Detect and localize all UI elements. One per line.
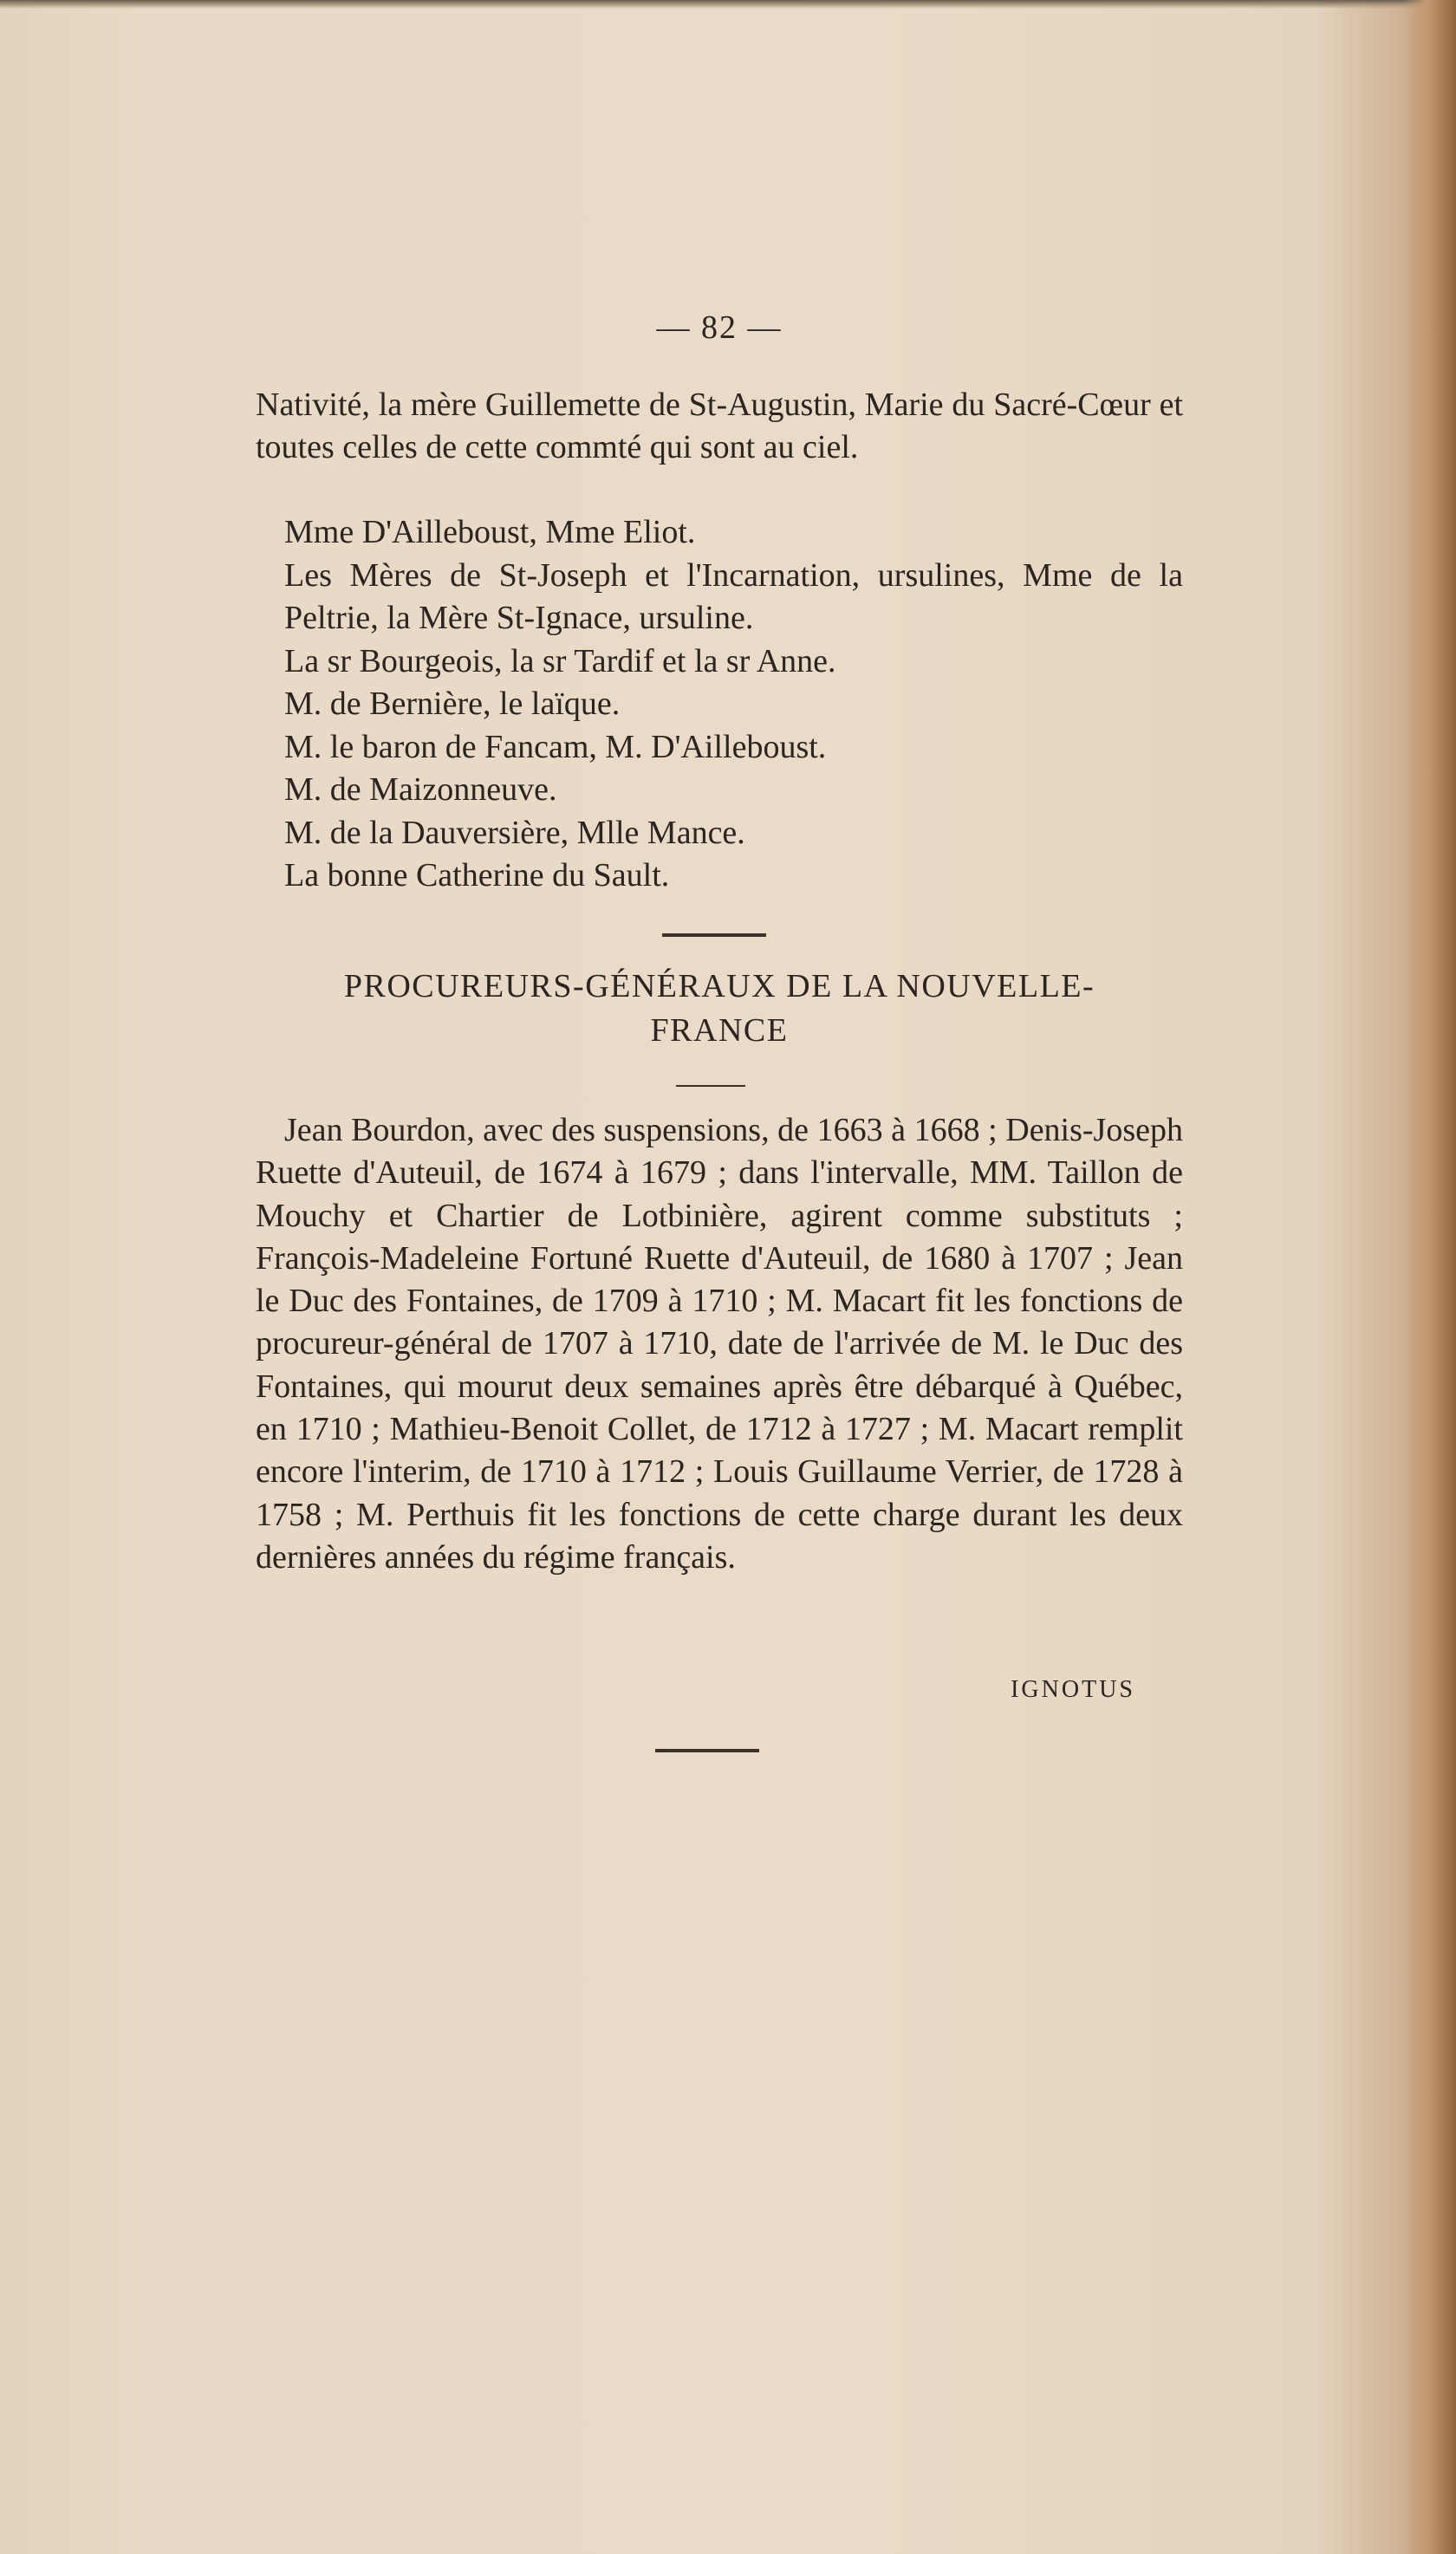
intro-paragraph <box>256 384 1183 469</box>
page-top-shadow <box>0 0 1456 9</box>
names-list-item: Les Mères de St-Joseph et l'Incarnation, ursulines, Mme de la Peltrie, la Mère St-Ignace, ursuline. <box>284 556 1183 636</box>
section-title-line-1: PROCUREURS-GÉNÉRAUX DE LA NOUVELLE- <box>343 968 1095 1004</box>
names-list-item: La bonne Catherine du Sault. <box>284 857 670 894</box>
procureurs-text: Jean Bourdon, avec des suspensions, de 1663 à 1668 ; Denis-Joseph Ruette d'Auteuil, de 1674 à 1679 ; dans l'intervalle, MM. Taillon de Mouchy et Chartier de Lotbinière, agirent comme substituts ; François-Madeleine Fortuné Ruette d'Auteuil, de 1680 à 1707 ; Jean le Duc des Fontaines, de 1709 à 1710 ; M. Macart fit les fonctions de procureur-général de 1707 à 1710, date de l'arrivée de M. le Duc des Fontaines, qui mourut deux semaines après être débarqué à Québec, en 1710 ; Mathieu-Benoit Collet, de 1712 à 1727 ; M. Macart remplit encore l'interim, de 1710 à 1712 ; Louis Guillaume Verrier, de 1728 à 1758 ; M. Perthuis fit les fonctions de cette charge durant les deux dernières années du régime français. <box>256 1112 1183 1576</box>
intro-text: Nativité, la mère Guillemette de St-Augustin, Marie du Sacré-Cœur et toutes celles de cette commté qui sont au ciel. <box>256 387 1183 465</box>
names-list-item: Mme D'Ailleboust, Mme Eliot. <box>284 514 696 550</box>
section-divider <box>662 933 766 937</box>
names-list-item: M. le baron de Fancam, M. D'Ailleboust. <box>284 728 827 765</box>
procureurs-paragraph <box>256 1109 1183 1579</box>
names-list-item: M. de la Dauversière, Mlle Mance. <box>284 814 745 851</box>
names-list-item: M. de Bernière, le laïque. <box>284 686 621 722</box>
page-number: — 82 — <box>656 309 783 346</box>
title-underline <box>676 1085 745 1087</box>
section-title <box>256 965 1183 1053</box>
names-list <box>256 511 1183 898</box>
author-signature: IGNOTUS <box>1011 1676 1135 1703</box>
page-binding-edge <box>1404 0 1456 2554</box>
names-list-item: La sr Bourgeois, la sr Tardif et la sr Anne. <box>284 642 836 679</box>
closing-divider <box>655 1749 759 1752</box>
names-list-item: M. de Maizonneuve. <box>284 771 557 808</box>
section-title-line-2: FRANCE <box>650 1012 789 1049</box>
